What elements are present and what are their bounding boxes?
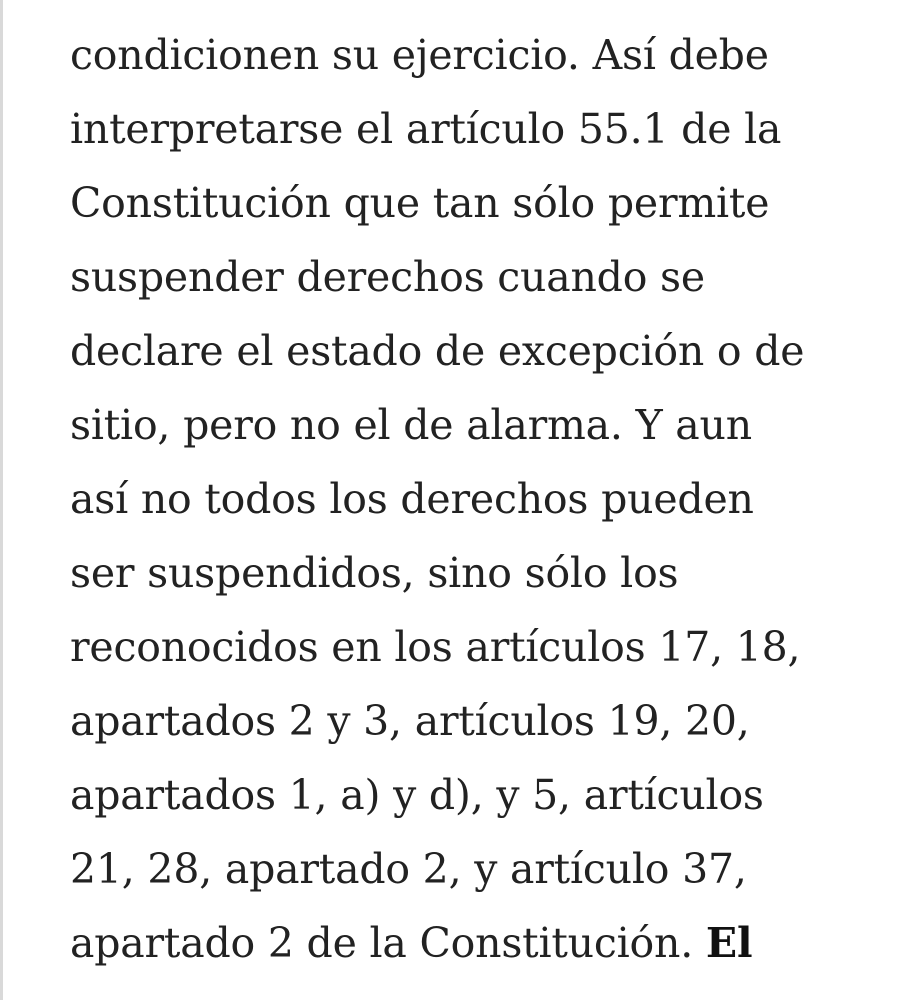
text-line: ser suspendidos, sino sólo los: [70, 549, 679, 597]
article-body: [70, 0, 890, 980]
text-line-last: [70, 906, 890, 980]
left-border: [0, 0, 3, 1000]
bold-lead-text: El: [705, 919, 753, 967]
text-line: sitio, pero no el de alarma. Y aun: [70, 401, 752, 449]
text-line: interpretarse el artículo 55.1 de la: [70, 105, 782, 153]
text-line: apartados 2 y 3, artículos 19, 20,: [70, 697, 750, 745]
text-line: condicionen su ejercicio. Así debe: [70, 31, 769, 79]
text-line: declare el estado de excepción o de: [70, 327, 805, 375]
text-line: Constitución que tan sólo permite: [70, 179, 770, 227]
text-line: 21, 28, apartado 2, y artículo 37,: [70, 845, 747, 893]
text-line: así no todos los derechos pueden: [70, 475, 754, 523]
text-line: suspender derechos cuando se: [70, 253, 705, 301]
text-line-content: apartado 2 de la Constitución.: [70, 919, 694, 967]
text-line: apartados 1, a) y d), y 5, artículos: [70, 771, 764, 819]
text-line: reconocidos en los artículos 17, 18,: [70, 623, 801, 671]
